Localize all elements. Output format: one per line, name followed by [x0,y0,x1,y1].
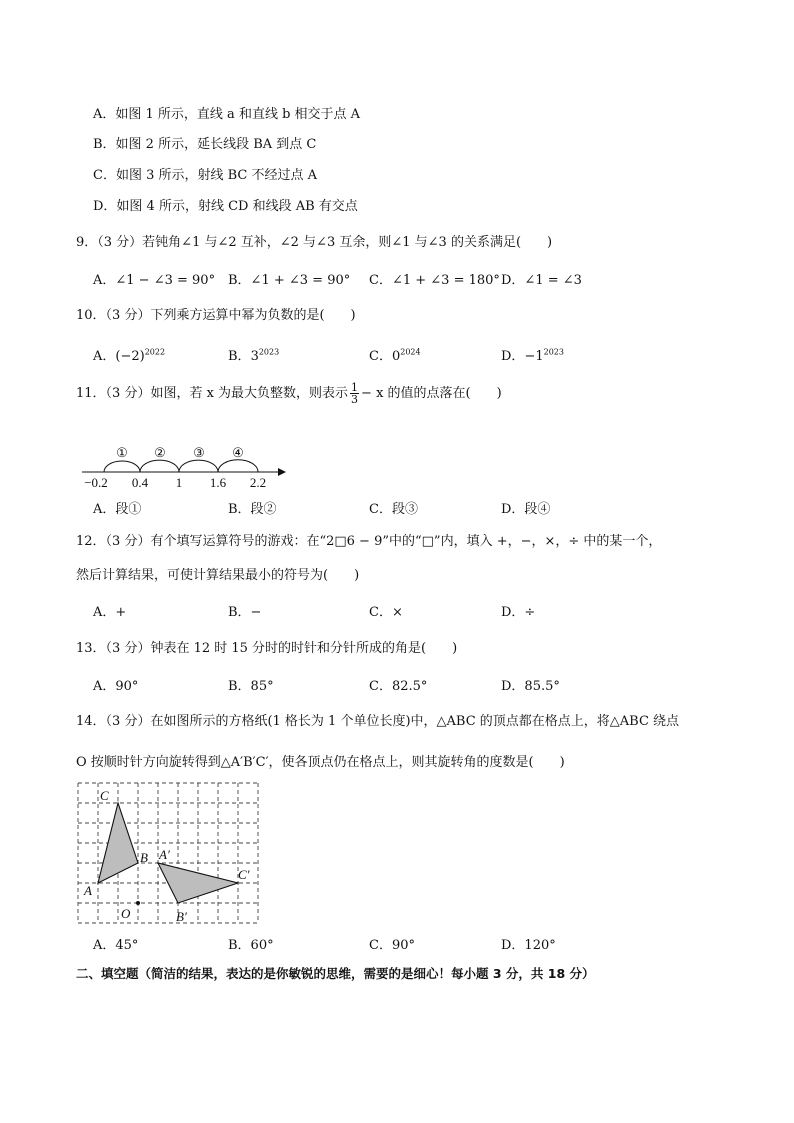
point-o [136,901,140,905]
q14-option-d: D．120° [501,938,556,953]
q10-option-c: C．$0^{2024}$ [369,347,421,364]
tick-label-neg0-2: −0.2 [84,475,108,490]
q9-stem: 9．（3 分）若钝角∠1 与∠2 互补，∠2 与∠3 互余，则∠1 与∠3 的关系满足( ) [76,235,553,250]
tick-label-1-6: 1.6 [209,475,227,490]
segment-label-2: ② [154,446,166,461]
tick-label-2-2: 2.2 [249,475,267,490]
label-c: C [100,788,109,803]
q12-option-b: B．− [228,605,262,620]
rotation-grid-figure [70,778,270,928]
tick-label-0-4: 0.4 [131,475,149,490]
arc-segment-3 [179,460,218,472]
q10-option-a: A．$(-2)^{2022}$ [93,347,166,364]
q10-option-b: B．$3^{2023}$ [228,347,280,364]
q12-option-a: A．+ [93,605,127,620]
q9-option-c: C．∠1 + ∠3 = 180° [369,273,500,288]
tick-label-1: 1 [175,475,183,490]
q12-option-c: C．× [369,605,403,620]
q11-stem: 11．（3 分）如图，若 x 为最大负整数，则表示 $\frac{1}{3}$ − x 的值的点落在( ) [76,381,502,406]
q14-option-a: A．45° [93,938,139,953]
label-a: A [84,883,92,898]
q8-option-a: A．如图 1 所示，直线 a 和直线 b 相交于点 A [93,107,361,122]
label-o: O [121,906,131,921]
number-line-figure [74,446,289,490]
label-a-prime: A′ [159,847,170,862]
q8-option-b: B．如图 2 所示，延长线段 BA 到点 C [93,137,317,152]
number-line-arrow [278,468,286,476]
arc-segment-1 [104,461,140,472]
arc-segment-2 [140,460,179,472]
q14-stem-line2: O 按顺时针方向旋转得到△A′B′C′，使各顶点仍在格点上，则其旋转角的度数是( ) [76,755,565,770]
q9-option-d: D．∠1 = ∠3 [501,273,582,288]
q12-stem-line1: 12．（3 分）有个填写运算符号的游戏：在“2□6 − 9”中的“□”内，填入 +，−，×，÷ 中的某一个， [76,534,662,549]
q11-option-a: A．段① [93,502,142,517]
section-2-heading: 二、填空题（简洁的结果，表达的是你敏锐的思维，需要的是细心！每小题 3 分，共 18 分） [76,966,595,981]
fraction-one-third: $\frac{1}{3}$ [351,381,359,406]
q9-option-b: B．∠1 + ∠3 = 90° [228,273,351,288]
label-b: B [140,850,148,865]
q14-option-b: B．60° [228,938,274,953]
q10-option-d: D．$-1^{2023}$ [501,347,564,364]
triangle-abc [98,803,138,883]
segment-label-4: ④ [232,446,244,461]
q8-option-c: C．如图 3 所示，射线 BC 不经过点 A [93,168,318,183]
number-line-arcs [104,460,258,472]
q11-option-c: C．段③ [369,502,418,517]
segment-label-3: ③ [193,446,205,461]
q13-option-a: A．90° [93,679,139,694]
q12-option-d: D．÷ [501,605,536,620]
q11-option-d: D．段④ [501,502,551,517]
q9-option-a: A．∠1 − ∠3 = 90° [93,273,216,288]
q13-option-b: B．85° [228,679,274,694]
q12-stem-line2: 然后计算结果，可使计算结果最小的符号为( ) [76,568,360,583]
q14-option-c: C．90° [369,938,415,953]
q8-option-d: D．如图 4 所示，射线 CD 和线段 AB 有交点 [93,199,358,214]
label-b-prime: B′ [176,909,187,924]
q10-stem: 10．（3 分）下列乘方运算中幂为负数的是( ) [76,308,356,323]
q14-stem-line1: 14．（3 分）在如图所示的方格纸(1 格长为 1 个单位长度)中，△ABC 的顶点都在格点上，将△ABC 绕点 [76,714,680,729]
q13-option-c: C．82.5° [369,679,428,694]
arc-segment-4 [218,460,258,472]
segment-label-1: ① [116,446,128,461]
q13-option-d: D．85.5° [501,679,560,694]
label-c-prime: C′ [238,867,250,882]
q11-option-b: B．段② [228,502,277,517]
q13-stem: 13．（3 分）钟表在 12 时 15 分时的时针和分针所成的角是( ) [76,641,458,656]
